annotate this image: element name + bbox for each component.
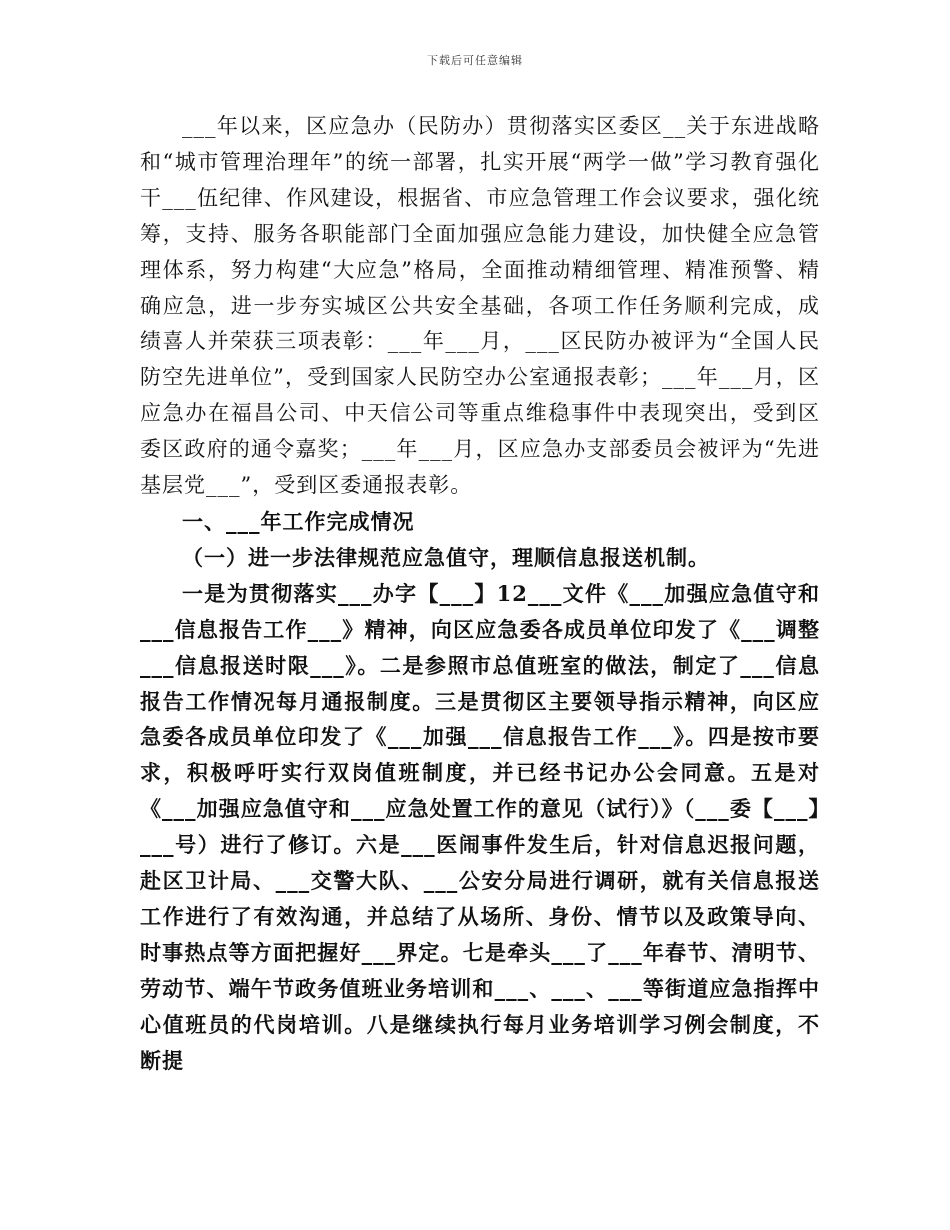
- section-heading: 一、___年工作完成情况: [182, 508, 415, 534]
- page-header-note: 下载后可任意编辑: [427, 54, 523, 67]
- intro-paragraph: ___年以来，区应急办（民防办）贯彻落实区委区__关于东进战略和“城市管理治理年”的统一部署，扎实开展“两学一做”学习教育强化干___伍纪律、作风建设，根据省、市应急管理工作会议要求，强化统筹，支持、服务各职能部门全面加强应急能力建设，加快健全应急管理体系，努力构建“大应急”格局，全面推动精细管理、精准预警、精确应急，进一步夯实城区公共安全基础，各项工作任务顺利完成，成绩喜人并荣获三项表彰：___年___月，___区民防办被评为“全国人民防空先进单位”，受到国家人民防空办公室通报表彰；___年___月，区应急办在福昌公司、中天信公司等重点维稳事件中表现突出，受到区委区政府的通令嘉奖；___年___月，区应急办支部委员会被评为“先进基层党___”，受到区委通报表彰。: [140, 114, 820, 498]
- document-body: [140, 109, 820, 1078]
- subsection-heading: （一）进一步法律规范应急值守，理顺信息报送机制。: [182, 544, 710, 570]
- subsection-paragraph: 一是为贯彻落实___办字【___】12___文件《___加强应急值守和___信息报告工作___》精神，向区应急委各成员单位印发了《___调整___信息报送时限___》。二是参照市总值班室的做法，制定了___信息报告工作情况每月通报制度。三是贯彻区主要领导指示精神，向区应急委各成员单位印发了《___加强___信息报告工作___》。四是按市要求，积极呼吁实行双岗值班制度，并已经书记办公会同意。五是对《___加强应急值守和___应急处置工作的意见（试行）》（___委【___】___号）进行了修订。六是___医闹事件发生后，针对信息迟报问题，赴区卫计局、___交警大队、___公安分局进行调研，就有关信息报送工作进行了有效沟通，并总结了从场所、身份、情节以及政策导向、时事热点等方面把握好___界定。七是牵头___了___年春节、清明节、劳动节、端午节政务值班业务培训和___、___、___等街道应急指挥中心值班员的代岗培训。八是继续执行每月业务培训学习例会制度，不断提: [140, 580, 820, 1073]
